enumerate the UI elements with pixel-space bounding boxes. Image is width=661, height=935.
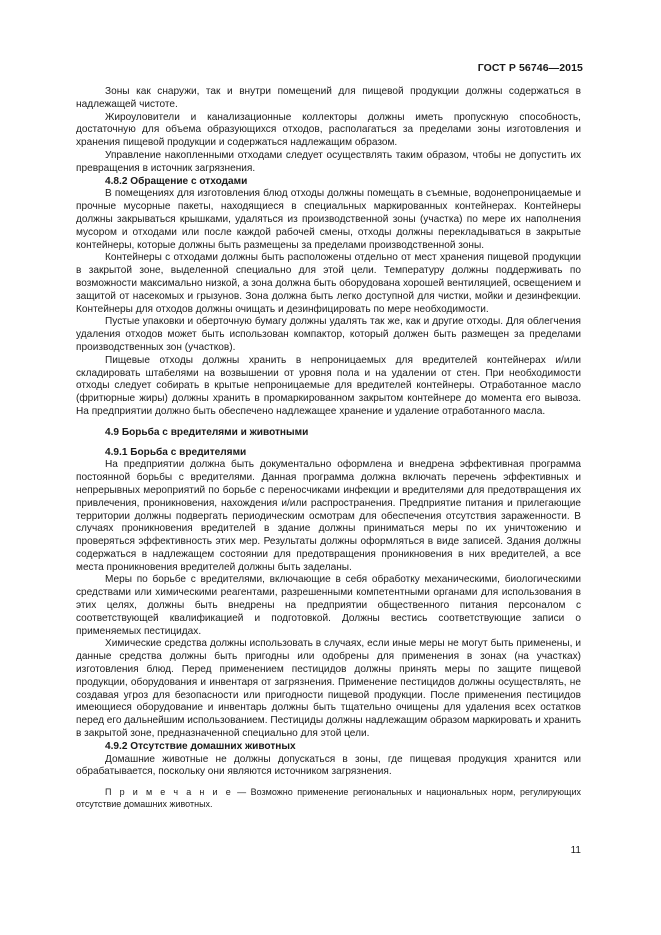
note-label: П р и м е ч а н и е (105, 787, 233, 798)
paragraph: Жироуловители и канализационные коллекторы должны иметь пропускную способность, достаточную для объема образующихся отходов, располагаться за пределами зоны изготовления и хранения пищевой продукции и содержаться надлежащим образом. (76, 111, 581, 149)
section-heading-4-9-2: 4.9.2 Отсутствие домашних животных (105, 740, 296, 752)
paragraph: Контейнеры с отходами должны быть расположены отдельно от мест хранения пищевой продукции в закрытой зоне, выделенной специально для этой цели. Температуру должны поддерживать по возможности максимально низкой, а зона должна быть оборудована хорошей вентиляцией, освещением и защитой от насекомых и грызунов. Зона должна быть легко доступной для чистки, мойки и дезинфекции. Контейнеры для отходов должны очищать и дезинфицировать по мере необходимости. (76, 252, 581, 315)
paragraph: Пищевые отходы должны хранить в непроницаемых для вредителей контейнерах и/или складировать штабелями на возвышении от уровня пола и на удалении от стен. При необходимости отходы следует собирать в крытые непроницаемые для вредителей контейнеры. Отработанное масло (фритюрные жиры) должны хранить в промаркированном закрытом контейнере до момента его вывоза. На предприятии должно быть обеспечено надлежащее хранение и удаление отработанного масла. (76, 354, 581, 417)
paragraph: На предприятии должна быть документально оформлена и внедрена эффективная программа постоянной борьбы с вредителями. Данная программа должна включать перечень эффективных и непрерывных мероприятий по борьбе с переносчиками инфекции и вредителями для предотвращения их привлечения, проникновения, нахождения и/или распространения. Предприятие питания и прилегающие территории должны подвергать периодическим осмотрам для обеспечения отсутствия зараженности. В случаях проникновения вредителей в здание должны приниматься меры по их уничтожению и проверяться эффективность этих мер. Результаты должны оформляться в виде записей. Здания должны содержаться в надлежащем состоянии для предотвращения проникновения в них вредителей, а все места проникновения вредителей должны быть заделаны. (76, 459, 581, 573)
paragraph: В помещениях для изготовления блюд отходы должны помещать в съемные, водонепроницаемые и прочные мусорные пакеты, находящиеся в специальных маркированных контейнерах. Контейнеры должны закрываться крышками, удаляться из производственной зоны (участка) по мере их наполнения мусором и отходами или после каждой рабочей смены, отходы должны перекладываться в закрытые контейнеры, которые должны быть размещены за пределами производственной зоны. (76, 188, 581, 251)
note (76, 786, 581, 810)
section-heading-4-8-2: 4.8.2 Обращение с отходами (105, 175, 248, 187)
page-number: 11 (570, 845, 581, 856)
paragraph: Пустые упаковки и оберточную бумагу должны удалять так же, как и другие отходы. Для облегчения удаления отходов может быть использован компактор, который должен быть размещен за пределами производственных зон (участков). (76, 316, 581, 353)
standard-header: ГОСТ Р 56746—2015 (477, 62, 583, 74)
paragraph: Домашние животные не должны допускаться в зоны, где пищевая продукция хранится или обрабатывается, поскольку они являются источником загрязнения. (76, 753, 581, 778)
paragraph: Меры по борьбе с вредителями, включающие в себя обработку механическими, биологическими средствами или химическими реагентами, разрешенными компетентными органами для использования в этих целях, должны быть внедрены на предприятии общественного питания персоналом с соответствующей квалификацией и подготовкой. Должны вестись соответствующие записи о применяемых пестицидах. (76, 574, 581, 637)
page-body (76, 86, 581, 810)
section-heading-4-9: 4.9 Борьба с вредителями и животными (105, 426, 309, 438)
section-heading-4-9-1: 4.9.1 Борьба с вредителями (105, 446, 247, 458)
paragraph: Зоны как снаружи, так и внутри помещений для пищевой продукции должны содержаться в надлежащей чистоте. (76, 86, 581, 110)
paragraph: Химические средства должны использовать в случаях, если иные меры не могут быть применены, и данные средства должны быть пригодны или одобрены для применения в зонах (на участках) изготовления блюд. Перед применением пестицидов должны принять меры по защите пищевой продукции, оборудования и инвентаря от загрязнения. Применение пестицидов должны осуществлять, не создавая угроз для безопасности или пригодности пищевой продукции. После применения пестицидов имеющиеся оборудование и инвентарь должны быть тщательно очищены для удаления всех остатков перед его дальнейшим использованием. Пестициды должны надлежащим образом маркировать и хранить в закрытой зоне, предназначенной специально для этой цели. (76, 638, 581, 740)
paragraph: Управление накопленными отходами следует осуществлять таким образом, чтобы не допустить их превращения в источник загрязнения. (76, 149, 581, 174)
note-text: — Возможно применение региональных и национальных норм, регулирующих отсутствие домашних животных. (76, 787, 581, 810)
